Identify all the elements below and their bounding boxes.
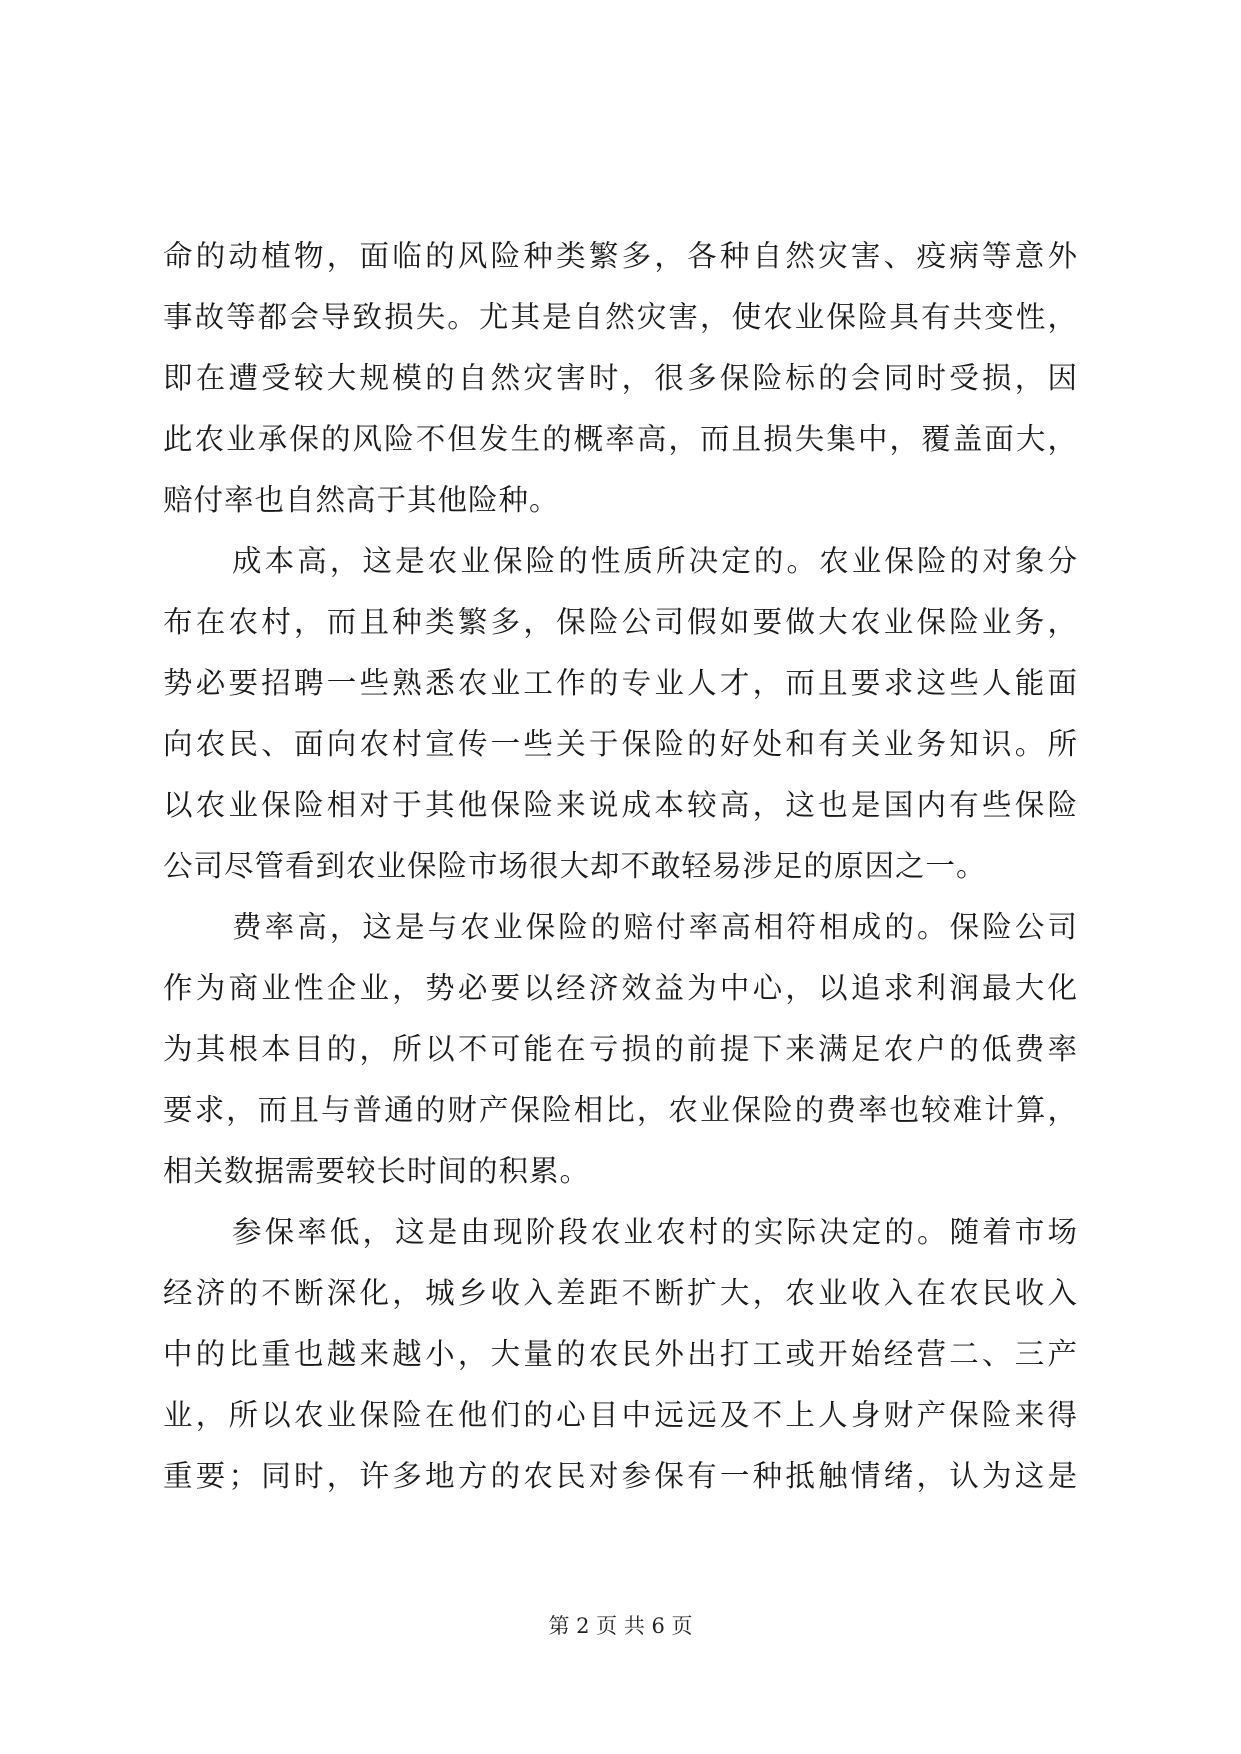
- text-line: 命的动植物，面临的风险种类繁多，各种自然灾害、疫病等意外: [163, 239, 1078, 273]
- text-line: 以农业保险相对于其他保险来说成本较高，这也是国内有些保险: [163, 788, 1078, 822]
- text-line: 作为商业性企业，势必要以经济效益为中心，以追求利润最大化: [163, 971, 1078, 1005]
- text-line: 布在农村，而且种类繁多，保险公司假如要做大农业保险业务，: [163, 605, 1078, 639]
- text-line: 中的比重也越来越小，大量的农民外出打工或开始经营二、三产: [163, 1337, 1078, 1371]
- document-body: [163, 226, 1078, 1507]
- text-line: 此农业承保的风险不但发生的概率高，而且损失集中，覆盖面大，: [163, 422, 1078, 456]
- text-line: 要求，而且与普通的财产保险相比，农业保险的费率也较难计算，: [163, 1093, 1078, 1127]
- text-line: 势必要招聘一些熟悉农业工作的专业人才，而且要求这些人能面: [163, 666, 1078, 700]
- text-line: 参保率低，这是由现阶段农业农村的实际决定的。随着市场: [232, 1215, 1078, 1249]
- text-line: 赔付率也自然高于其他险种。: [163, 483, 560, 517]
- page-number: 第 2 页 共 6 页: [548, 1614, 693, 1638]
- text-line: 为其根本目的，所以不可能在亏损的前提下来满足农户的低费率: [163, 1032, 1078, 1066]
- text-line: 公司尽管看到农业保险市场很大却不敢轻易涉足的原因之一。: [163, 849, 987, 883]
- text-line: 即在遭受较大规模的自然灾害时，很多保险标的会同时受损，因: [163, 361, 1078, 395]
- text-line: 成本高，这是农业保险的性质所决定的。农业保险的对象分: [232, 544, 1078, 578]
- text-line: 向农民、面向农村宣传一些关于保险的好处和有关业务知识。所: [163, 727, 1078, 761]
- text-line: 业，所以农业保险在他们的心目中远远及不上人身财产保险来得: [163, 1398, 1078, 1432]
- text-line: 相关数据需要较长时间的积累。: [163, 1154, 591, 1188]
- text-line: 经济的不断深化，城乡收入差距不断扩大，农业收入在农民收入: [163, 1276, 1078, 1310]
- text-line: 重要；同时，许多地方的农民对参保有一种抵触情绪，认为这是: [163, 1459, 1078, 1493]
- text-line: 费率高，这是与农业保险的赔付率高相符相成的。保险公司: [232, 910, 1078, 944]
- text-line: 事故等都会导致损失。尤其是自然灾害，使农业保险具有共变性，: [163, 300, 1078, 334]
